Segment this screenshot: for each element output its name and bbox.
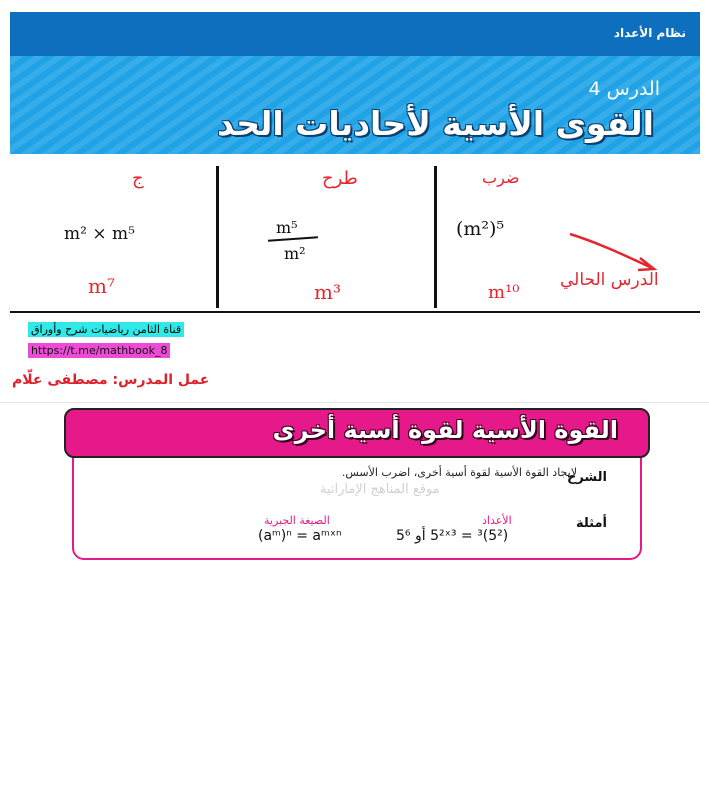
notes-bottom-line bbox=[10, 311, 700, 313]
column-divider-left bbox=[216, 166, 219, 308]
lesson-title: القوى الأسية لأحاديات الحد bbox=[217, 104, 654, 143]
expression-power: (m²)⁵ bbox=[456, 218, 505, 240]
fraction-bar bbox=[268, 236, 318, 241]
channel-name: قناة الثامن رياضيات شرح وأوراق bbox=[28, 322, 184, 337]
algebra-label: الصيغة الجبرية bbox=[264, 514, 330, 527]
section-label: نظام الأعداد bbox=[613, 26, 686, 40]
explain-label: الشرح bbox=[566, 470, 607, 485]
op-label-power: ضرب bbox=[482, 168, 520, 187]
rule-box-title: القوة الأسية لقوة أسية أخرى bbox=[272, 416, 618, 444]
result-multiply: m⁷ bbox=[88, 274, 115, 298]
algebra-example: (aᵐ)ⁿ = aᵐˣⁿ bbox=[258, 528, 342, 544]
examples-label: أمثلة bbox=[575, 516, 607, 531]
watermark: موقع المناهج الإماراتية bbox=[320, 482, 440, 497]
page-separator bbox=[0, 402, 709, 403]
rule-box-header bbox=[64, 408, 650, 458]
numbers-label: الأعداد bbox=[482, 514, 512, 527]
teacher-credit: عمل المدرس: مصطفى علّام bbox=[12, 372, 210, 388]
rule-box bbox=[72, 440, 642, 560]
current-lesson-note: الدرس الحالي bbox=[560, 270, 659, 290]
numbers-example: (5²)³ = 5²ˣ³ أو 5⁶ bbox=[396, 528, 509, 544]
lesson-banner bbox=[10, 12, 700, 154]
column-divider-right bbox=[434, 166, 437, 308]
lesson-number: الدرس 4 bbox=[588, 78, 660, 100]
explain-text: لإيجاد القوة الأسية لقوة أسية أخرى، اضرب الأسس. bbox=[341, 466, 577, 479]
expression-multiply: m² × m⁵ bbox=[64, 224, 135, 244]
result-power: m¹⁰ bbox=[488, 282, 520, 303]
banner-top-strip bbox=[10, 12, 700, 56]
channel-link[interactable]: https://t.me/mathbook_8 bbox=[28, 343, 170, 358]
result-divide: m³ bbox=[314, 280, 341, 304]
fraction-denominator: m² bbox=[284, 244, 306, 263]
fraction-numerator: m⁵ bbox=[276, 218, 298, 237]
op-label-multiply: ج bbox=[132, 168, 144, 189]
op-label-subtract: طرح bbox=[322, 168, 358, 189]
